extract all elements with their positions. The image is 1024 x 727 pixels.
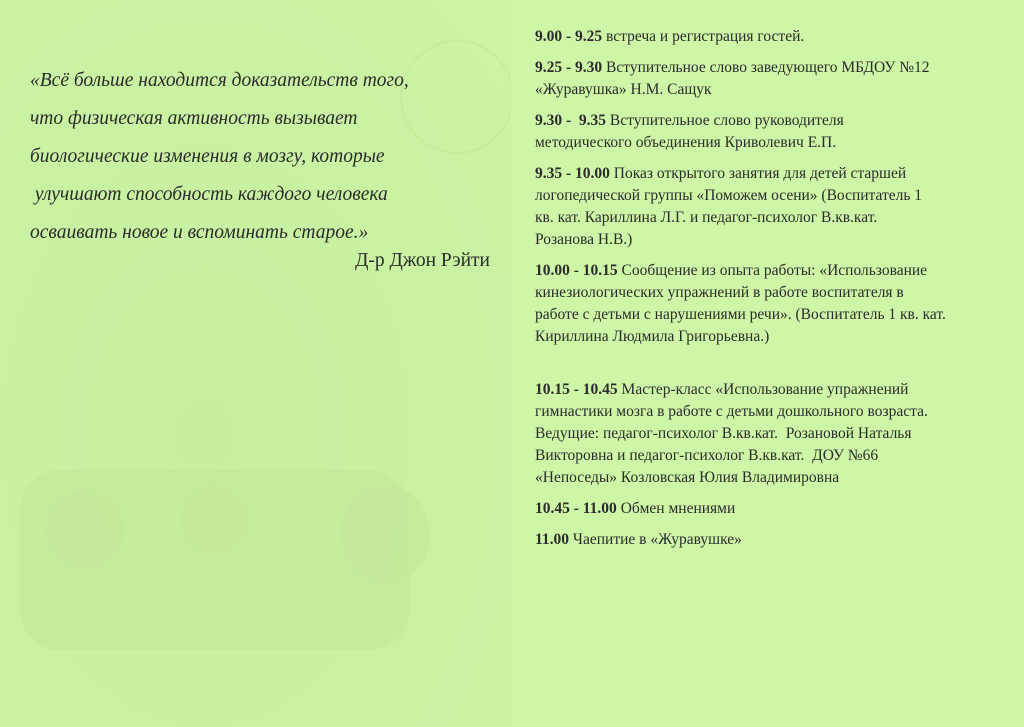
program-text: Вступительное слово заведующего МБДОУ №12: [602, 59, 930, 76]
quote-author: Д-р Джон Рэйти: [355, 250, 490, 271]
program-time: 10.15 - 10.45: [535, 381, 618, 398]
program-text: «Непоседы» Козловская Юлия Владимировна: [535, 469, 840, 486]
program-time: 9.25 - 9.30: [535, 59, 603, 76]
program-time: 10.45 - 11.00: [535, 500, 617, 517]
program-text: Розанова Н.В.): [535, 231, 633, 248]
program-text: встреча и регистрация гостей.: [602, 28, 805, 45]
quote-line: «Всё больше находится доказательств того,: [30, 70, 409, 91]
epigraph-quote: [30, 62, 490, 252]
program-text: Вступительное слово руководителя: [606, 112, 844, 129]
program-text: Сообщение из опыта работы: «Использование: [617, 262, 928, 279]
faded-child-figure: [340, 485, 430, 585]
faded-child-figure: [180, 485, 250, 555]
program-text: Кириллина Людмила Григорьевна.): [535, 328, 770, 345]
program-item: [535, 57, 1005, 101]
program-text: методического объединения Криволевич Е.П.: [535, 134, 837, 151]
program-text: Мастер-класс «Использование упражнений: [617, 381, 909, 398]
faded-child-figure: [45, 490, 125, 570]
quote-line: биологические изменения в мозгу, которые: [30, 146, 385, 167]
program-time: 11.00: [535, 531, 570, 548]
program-item: [535, 529, 1005, 551]
program-item: [535, 163, 1005, 251]
program-text: Обмен мнениями: [616, 500, 736, 517]
program-text: Викторовна и педагог-психолог В.кв.кат. ДОУ №66: [535, 447, 879, 464]
program-text: Чаепитие в «Журавушке»: [569, 531, 742, 548]
program-item: [535, 498, 1005, 520]
program-text: «Журавушка» Н.М. Сащук: [535, 81, 712, 98]
quote-line: улучшают способность каждого человека: [30, 184, 388, 205]
quote-line: осваивать новое и вспоминать старое.»: [30, 222, 369, 243]
program-text: кинезиологических упражнений в работе воспитателя в: [535, 284, 904, 301]
program-text: работе с детьми с нарушениями речи». (Воспитатель 1 кв. кат.: [535, 306, 946, 323]
quote-line: что физическая активность вызывает: [30, 108, 358, 129]
program-time: 9.30 - 9.35: [535, 112, 607, 129]
program-item: [535, 379, 1005, 489]
program-item: [535, 110, 1005, 154]
program-text: логопедической группы «Поможем осени» (Воспитатель 1: [535, 187, 923, 204]
event-program: [535, 26, 1005, 560]
program-time: 10.00 - 10.15: [535, 262, 618, 279]
program-text: Ведущие: педагог-психолог В.кв.кат. Розановой Наталья: [535, 425, 912, 442]
spacer: [535, 357, 1005, 379]
program-time: 9.00 - 9.25: [535, 28, 603, 45]
program-item: [535, 260, 1005, 348]
program-text: кв. кат. Кариллина Л.Г. и педагог-психолог В.кв.кат.: [535, 209, 878, 226]
program-time: 9.35 - 10.00: [535, 165, 610, 182]
program-item: [535, 26, 1005, 48]
program-text: гимнастики мозга в работе с детьми дошкольного возраста.: [535, 403, 928, 420]
program-text: Показ открытого занятия для детей старшей: [609, 165, 907, 182]
